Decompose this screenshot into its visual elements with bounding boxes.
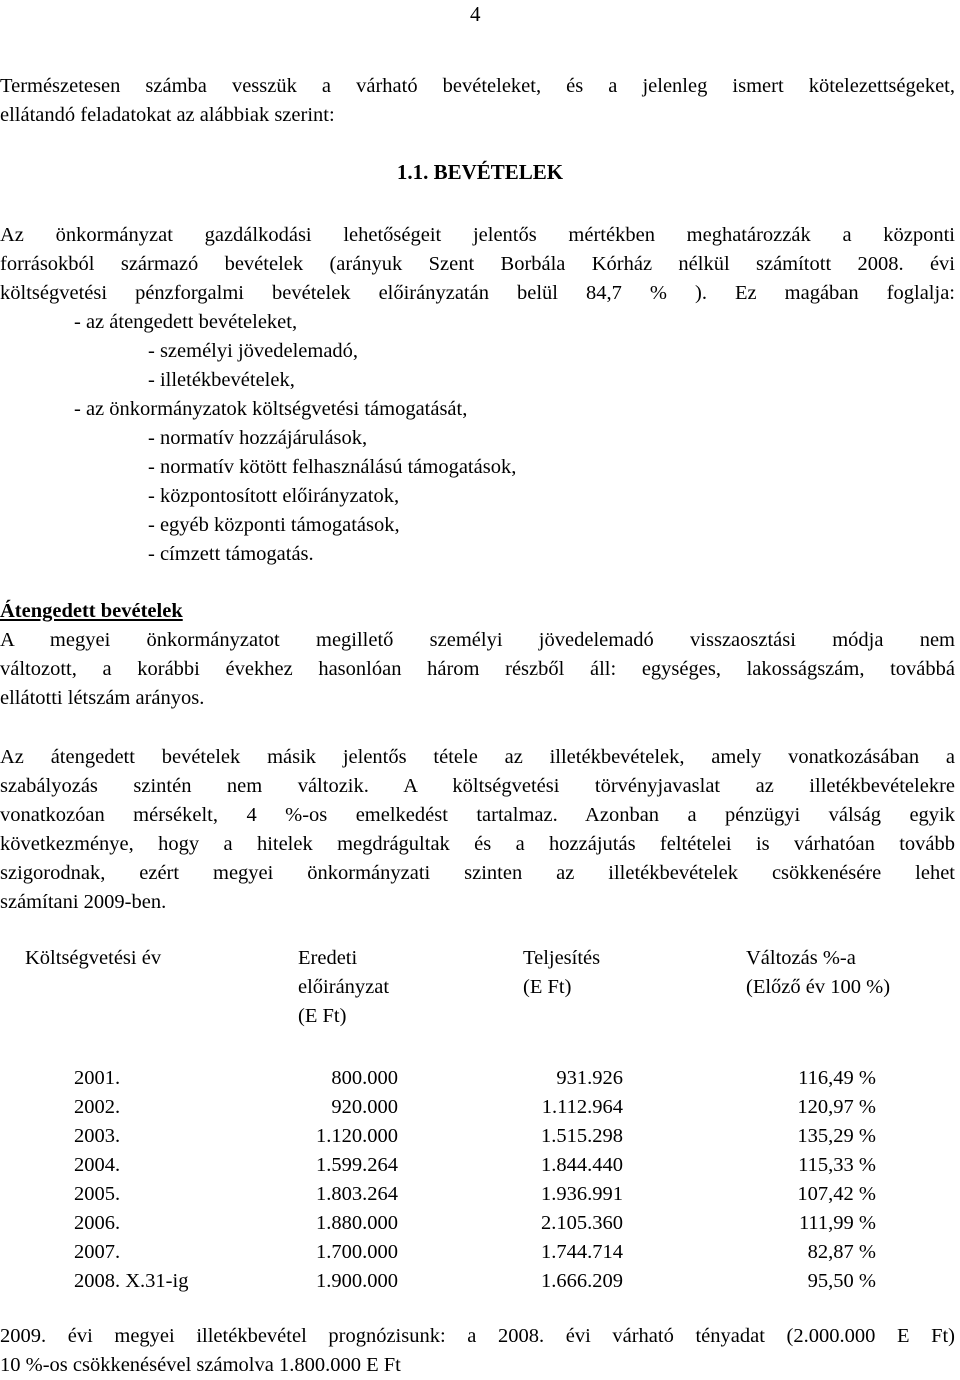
cell-completion: 1.936.991 xyxy=(541,1183,623,1205)
revenue-list xyxy=(0,308,516,569)
table-row xyxy=(0,1122,960,1151)
intro-line: ellátandó feladatokat az alábbiak szerint: xyxy=(0,104,335,126)
subheading: Átengedett bevételek xyxy=(0,600,183,622)
table-header xyxy=(0,944,960,1034)
paragraph-line: Az önkormányzat gazdálkodási lehetőségeit jelentős mértékben meghatározzák a központi xyxy=(0,224,955,246)
header-line: (Előző év 100 %) xyxy=(746,976,891,998)
paragraph-line: A megyei önkormányzatot megillető személyi jövedelemadó visszaosztási módja nem xyxy=(0,629,955,651)
cell-change: 111,99 % xyxy=(798,1212,876,1234)
list-item: - az önkormányzatok költségvetési támogatását, xyxy=(74,398,468,420)
paragraph-line: szabályozás szintén nem változik. A költségvetési törvényjavaslat az illetékbevételekre xyxy=(0,775,955,797)
table-row xyxy=(0,1151,960,1180)
revenue-paragraph xyxy=(0,221,955,308)
table-row xyxy=(0,1267,960,1296)
cell-change: 135,29 % xyxy=(797,1125,876,1147)
table-body xyxy=(0,1064,960,1296)
cell-year: 2001. xyxy=(74,1067,121,1089)
cell-change: 107,42 % xyxy=(797,1183,876,1205)
list-item: - normatív kötött felhasználású támogatások, xyxy=(148,456,517,478)
cell-completion: 1.112.964 xyxy=(541,1096,623,1118)
list-item: - normatív hozzájárulások, xyxy=(148,427,368,449)
header-line: Eredeti xyxy=(298,947,358,969)
cell-year: 2006. xyxy=(74,1212,121,1234)
table-row xyxy=(0,1064,960,1093)
table-row xyxy=(0,1209,960,1238)
cell-change: 120,97 % xyxy=(797,1096,876,1118)
header-line: (E Ft) xyxy=(523,976,572,998)
cell-year: 2008. X.31-ig xyxy=(74,1270,189,1292)
paragraph-line: vonatkozóan mérsékelt, 4 %-os emelkedést tartalmaz. Azonban a pénzügyi válság egyik xyxy=(0,804,955,826)
cell-year: 2003. xyxy=(74,1125,121,1147)
forecast-paragraph xyxy=(0,1322,955,1380)
fees-table xyxy=(0,944,960,1296)
cell-original: 1.900.000 xyxy=(316,1270,398,1292)
paragraph-line: szigorodnak, ezért megyei önkormányzati szinten az illetékbevételek csökkenésére lehet xyxy=(0,862,955,884)
cell-original: 1.120.000 xyxy=(316,1125,398,1147)
page-number: 4 xyxy=(470,2,481,26)
list-item: - illetékbevételek, xyxy=(148,369,295,391)
fees-paragraph xyxy=(0,743,955,917)
header-line: előirányzat xyxy=(298,976,390,998)
paragraph-line: változott, a korábbi évekhez hasonlóan három részből áll: egységes, lakosságszám, továbbá xyxy=(0,658,955,680)
header-year: Költségvetési év xyxy=(25,947,162,969)
list-item: - címzett támogatás. xyxy=(148,543,314,565)
cell-original: 1.803.264 xyxy=(316,1183,398,1205)
cell-completion: 931.926 xyxy=(556,1067,623,1089)
header-completion xyxy=(523,944,600,1002)
table-row xyxy=(0,1093,960,1122)
paragraph-line: forrásokból származó bevételek (arányuk Szent Borbála Kórház nélkül számított 2008. évi xyxy=(0,253,955,275)
transferred-revenue-paragraph xyxy=(0,626,955,713)
cell-completion: 1.515.298 xyxy=(541,1125,623,1147)
cell-year: 2002. xyxy=(74,1096,121,1118)
paragraph-line: költségvetési pénzforgalmi bevételek előirányzatán belül 84,7 % ). Ez magában foglalja: xyxy=(0,282,955,304)
cell-change: 95,50 % xyxy=(807,1270,876,1292)
section-title: 1.1. BEVÉTELEK xyxy=(396,160,564,184)
list-item: - egyéb központi támogatások, xyxy=(148,514,400,536)
cell-completion: 1.666.209 xyxy=(541,1270,623,1292)
header-change xyxy=(746,944,890,1002)
cell-completion: 2.105.360 xyxy=(541,1212,623,1234)
list-item: - az átengedett bevételeket, xyxy=(74,311,298,333)
paragraph-line: számítani 2009-ben. xyxy=(0,891,167,913)
table-row xyxy=(0,1180,960,1209)
header-line: (E Ft) xyxy=(298,1005,347,1027)
cell-original: 1.599.264 xyxy=(316,1154,398,1176)
header-original-budget xyxy=(298,944,389,1031)
intro-paragraph xyxy=(0,72,955,130)
list-item: - személyi jövedelemadó, xyxy=(148,340,359,362)
cell-completion: 1.744.714 xyxy=(541,1241,623,1263)
header-line: Teljesítés xyxy=(523,947,601,969)
cell-year: 2004. xyxy=(74,1154,121,1176)
paragraph-line: következménye, hogy a hitelek megdrágultak és a hozzájutás feltételei is várhatóan tovább xyxy=(0,833,955,855)
cell-year: 2005. xyxy=(74,1183,121,1205)
table-row xyxy=(0,1238,960,1267)
cell-original: 1.880.000 xyxy=(316,1212,398,1234)
cell-original: 920.000 xyxy=(331,1096,398,1118)
paragraph-line: 10 %-os csökkenésével számolva 1.800.000 E Ft xyxy=(0,1354,401,1376)
cell-completion: 1.844.440 xyxy=(541,1154,623,1176)
header-line: Változás %-a xyxy=(746,947,856,969)
cell-year: 2007. xyxy=(74,1241,121,1263)
paragraph-line: ellátotti létszám arányos. xyxy=(0,687,205,709)
paragraph-line: Az átengedett bevételek másik jelentős tétele az illetékbevételek, amely vonatkozásában a xyxy=(0,746,955,768)
paragraph-line: 2009. évi megyei illetékbevétel prognózisunk: a 2008. évi várható tényadat (2.000.000 E Ft) xyxy=(0,1325,955,1347)
intro-line: Természetesen számba vesszük a várható bevételeket, és a jelenleg ismert kötelezettségeket, xyxy=(0,75,955,97)
list-item: - központosított előirányzatok, xyxy=(148,485,400,507)
cell-change: 116,49 % xyxy=(798,1067,876,1089)
cell-change: 82,87 % xyxy=(807,1241,876,1263)
cell-original: 1.700.000 xyxy=(316,1241,398,1263)
cell-change: 115,33 % xyxy=(798,1154,876,1176)
cell-original: 800.000 xyxy=(331,1067,398,1089)
